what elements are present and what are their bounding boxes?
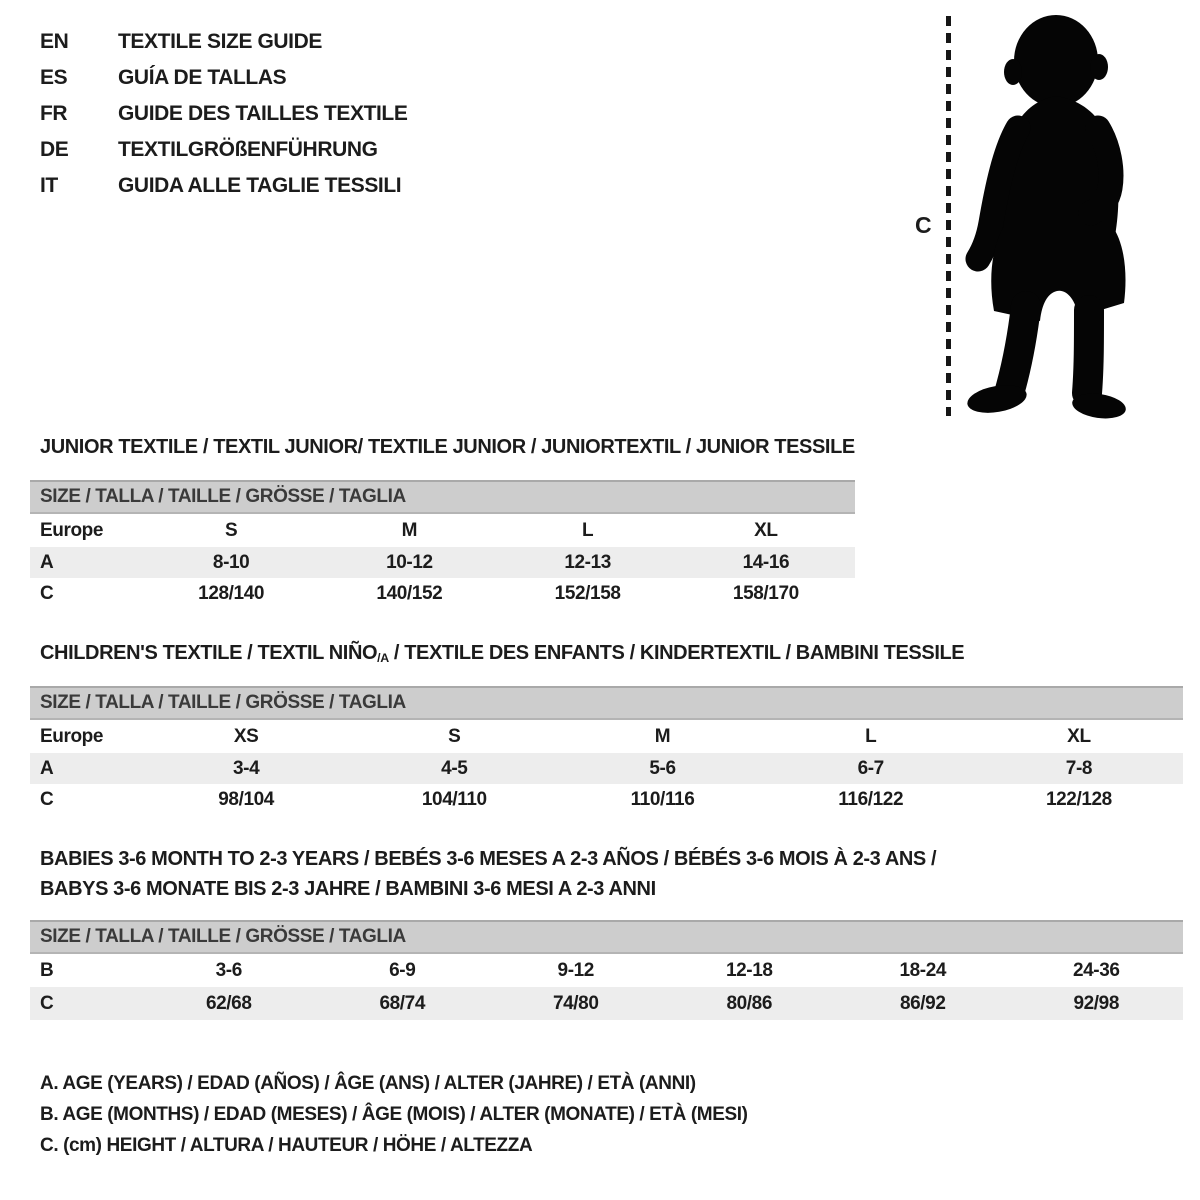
children-title-pre: CHILDREN'S TEXTILE / TEXTIL NIÑO [40, 642, 378, 664]
table-cell: 122/128 [1045, 788, 1112, 810]
children-section-title [40, 642, 964, 665]
row-label: B [40, 959, 54, 981]
children-title-sub: /A [377, 651, 389, 665]
footnote-b: B. AGE (MONTHS) / EDAD (MESES) / ÂGE (MOIS) / ALTER (MONATE) / ETÀ (MESI) [40, 1103, 748, 1125]
table-row [30, 954, 1183, 987]
table-cell: 86/92 [899, 992, 946, 1014]
table-cell: 98/104 [218, 788, 274, 810]
table-cell: 14-16 [742, 551, 790, 573]
table-cell: XL [754, 519, 778, 541]
table-cell: 24-36 [1072, 959, 1120, 981]
table-cell: 3-4 [232, 757, 260, 779]
table-cell: 74/80 [552, 992, 599, 1014]
table-row [30, 753, 1183, 784]
table-cell: 104/110 [421, 788, 487, 810]
toddler-silhouette-icon [962, 10, 1140, 420]
table-cell: XL [1067, 725, 1091, 747]
table-cell: 3-6 [215, 959, 242, 981]
guide-title: TEXTILGRÖßENFÜHRUNG [118, 138, 378, 161]
table-cell: 7-8 [1065, 757, 1093, 779]
guide-title: GUIDA ALLE TAGLIE TESSILI [118, 174, 402, 197]
table-cell: 9-12 [557, 959, 594, 981]
footnote-c: C. (cm) HEIGHT / ALTURA / HAUTEUR / HÖHE / ALTEZZA [40, 1134, 533, 1156]
footnotes [40, 1068, 748, 1161]
table-cell: 4-5 [441, 757, 468, 779]
children-title-post: / TEXTILE DES ENFANTS / KINDERTEXTIL / BAMBINI TESSILE [388, 642, 965, 664]
table-cell: 12-18 [725, 959, 773, 981]
guide-title: GUIDE DES TAILLES TEXTILE [118, 102, 408, 125]
table-cell: 68/74 [379, 992, 426, 1014]
table-cell: 12-13 [564, 551, 611, 573]
footnote-a: A. AGE (YEARS) / EDAD (AÑOS) / ÂGE (ANS) / ALTER (JAHRE) / ETÀ (ANNI) [40, 1072, 696, 1094]
babies-section-title-line1: BABIES 3-6 MONTH TO 2-3 YEARS / BEBÉS 3-6 MESES A 2-3 AÑOS / BÉBÉS 3-6 MOIS À 2-3 ANS / [40, 848, 937, 870]
language-row-fr [40, 96, 407, 132]
row-label: C [40, 788, 54, 810]
table-cell: 152/158 [554, 582, 621, 604]
language-row-de [40, 132, 407, 168]
height-measure-label: C [915, 212, 932, 238]
language-row-en [40, 24, 407, 60]
table-cell: M [654, 725, 671, 747]
language-code: IT [40, 174, 58, 197]
language-code: EN [40, 30, 69, 53]
table-cell: 62/68 [205, 992, 252, 1014]
language-code: ES [40, 66, 68, 89]
language-row-es [40, 60, 407, 96]
table-cell: 80/86 [726, 992, 773, 1014]
row-label: Europe [40, 519, 104, 541]
table-cell: 6-7 [857, 757, 884, 779]
table-cell: 110/116 [630, 788, 695, 810]
table-cell: 5-6 [649, 757, 676, 779]
table-cell: L [582, 519, 594, 541]
language-row-it [40, 168, 407, 204]
row-label: Europe [40, 725, 104, 747]
junior-section-title: JUNIOR TEXTILE / TEXTIL JUNIOR/ TEXTILE JUNIOR / JUNIORTEXTIL / JUNIOR TESSILE [40, 436, 855, 458]
table-cell: 92/98 [1073, 992, 1120, 1014]
table-row [30, 784, 1183, 815]
table-cell: 128/140 [198, 582, 265, 604]
table-cell: 18-24 [899, 959, 947, 981]
row-label: A [40, 757, 54, 779]
children-size-table [30, 686, 1183, 815]
row-label: C [40, 582, 54, 604]
table-cell: S [448, 725, 461, 747]
table-cell: XS [233, 725, 259, 747]
size-header-bar: SIZE / TALLA / TAILLE / GRÖSSE / TAGLIA [30, 686, 1183, 720]
language-code: DE [40, 138, 69, 161]
babies-section-title-line2: BABYS 3-6 MONATE BIS 2-3 JAHRE / BAMBINI 3-6 MESI A 2-3 ANNI [40, 878, 656, 900]
table-cell: 158/170 [732, 582, 799, 604]
table-cell: 116/122 [838, 788, 904, 810]
row-label: A [40, 551, 54, 573]
table-row [30, 578, 855, 609]
table-row [30, 514, 855, 547]
guide-title: TEXTILE SIZE GUIDE [118, 30, 322, 53]
table-cell: 8-10 [212, 551, 250, 573]
size-header-bar: SIZE / TALLA / TAILLE / GRÖSSE / TAGLIA [30, 480, 855, 514]
table-cell: S [224, 519, 238, 541]
table-row [30, 547, 855, 578]
language-code: FR [40, 102, 68, 125]
table-row [30, 987, 1183, 1020]
junior-size-table [30, 480, 855, 609]
height-dashed-line [946, 16, 951, 416]
table-cell: M [401, 519, 418, 541]
table-cell: L [865, 725, 877, 747]
table-row [30, 720, 1183, 753]
guide-title: GUÍA DE TALLAS [118, 66, 287, 89]
table-cell: 10-12 [386, 551, 433, 573]
table-cell: 6-9 [389, 959, 416, 981]
table-cell: 140/152 [376, 582, 443, 604]
babies-size-table [30, 920, 1183, 1020]
size-header-bar: SIZE / TALLA / TAILLE / GRÖSSE / TAGLIA [30, 920, 1183, 954]
row-label: C [40, 992, 54, 1014]
language-title-list [40, 24, 407, 204]
